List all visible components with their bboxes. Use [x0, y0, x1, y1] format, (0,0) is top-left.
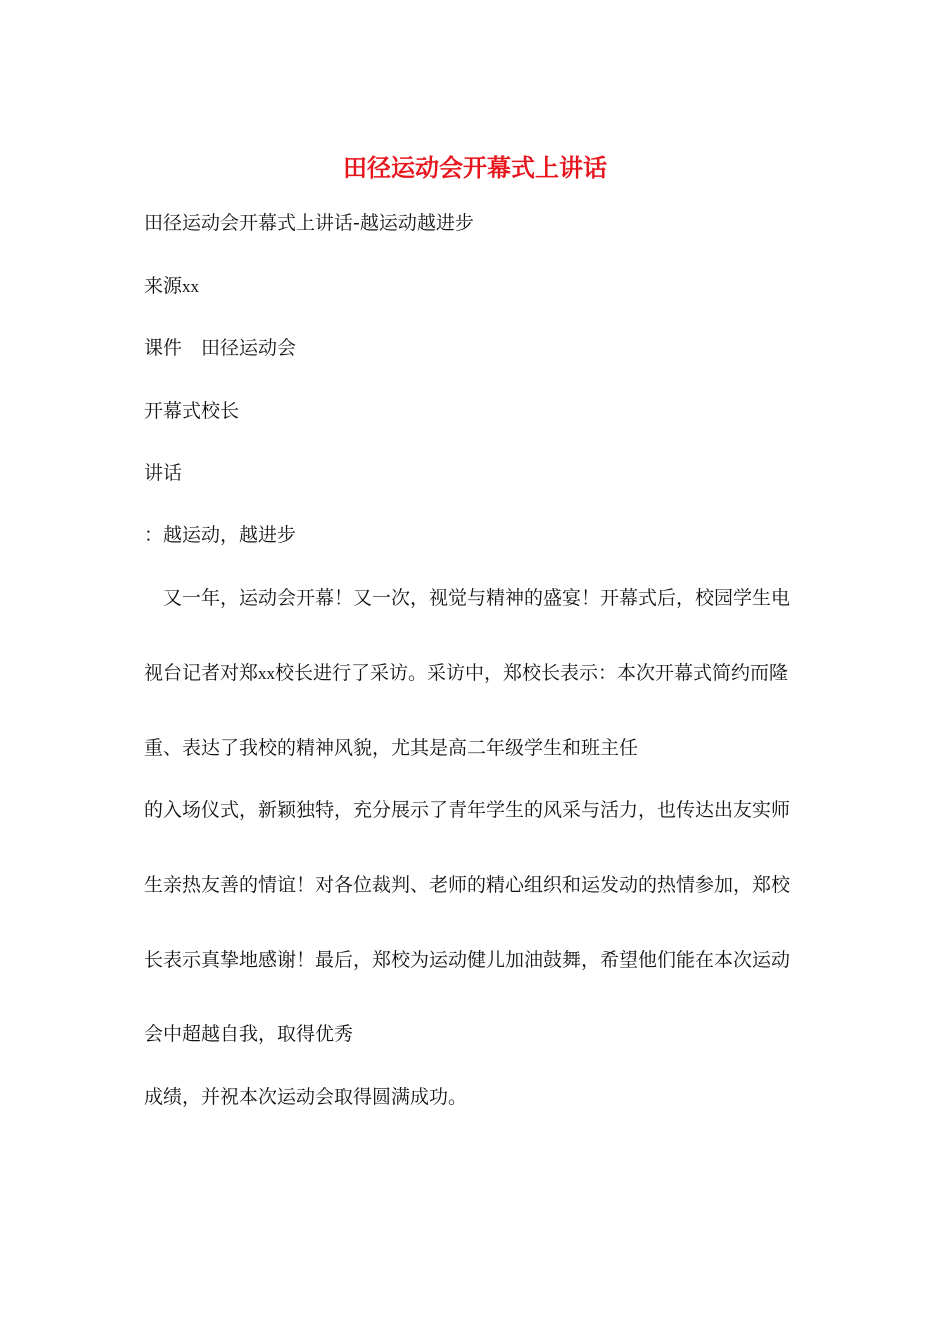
body-line-5: 生亲热友善的情谊！对各位裁判、老师的精心组织和运发动的热情参加，郑校: [144, 874, 791, 896]
body-line-2-end: 校长进行了采访。采访中，郑校长表示：本次开幕式简约而隆: [275, 662, 789, 684]
body-line-7: 会中超越自我，取得优秀: [144, 1023, 354, 1045]
heading-line: ：越运动，越进步: [144, 524, 297, 546]
body-line-4: 的入场仪式，新颖独特，充分展示了青年学生的风采与活力，也传达出友实师: [144, 799, 791, 821]
source-label: 来源: [144, 275, 183, 297]
body-line-1: 又一年，运动会开幕！又一次，视觉与精神的盛宴！开幕式后，校园学生电: [144, 587, 791, 609]
meta-line-2: 开幕式校长: [144, 400, 240, 422]
document-title: 田径运动会开幕式上讲话: [343, 154, 607, 182]
body-line-3: 重、表达了我校的精神风貌，尤其是高二年级学生和班主任: [144, 737, 639, 759]
body-line-2-xx: xx: [258, 664, 276, 683]
source-value: xx: [182, 277, 200, 296]
body-line-8: 成绩，并祝本次运动会取得圆满成功。: [144, 1086, 468, 1108]
source-line: [144, 272, 199, 301]
body-line-6: 长表示真挚地感谢！最后，郑校为运动健儿加油鼓舞，希望他们能在本次运动: [144, 949, 791, 971]
meta-line-3: 讲话: [144, 462, 183, 484]
subtitle-line: 田径运动会开幕式上讲话-越运动越进步: [144, 212, 474, 234]
body-line-2: [144, 659, 788, 688]
body-line-2-start: 视台记者对郑: [144, 662, 259, 684]
meta-line: 课件 田径运动会: [144, 337, 297, 359]
